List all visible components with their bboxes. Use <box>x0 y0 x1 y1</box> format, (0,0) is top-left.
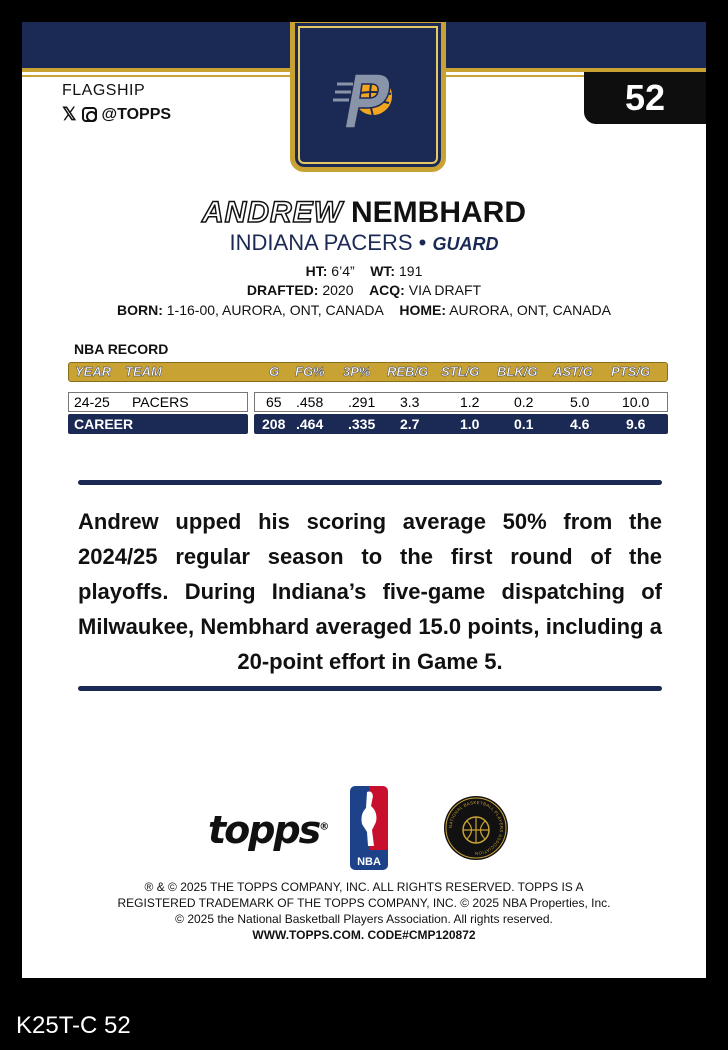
nba-logo-text: NBA <box>357 856 381 868</box>
topps-logo-text: topps <box>208 808 320 852</box>
stat-cell: .291 <box>348 394 376 410</box>
stat-cell: .458 <box>296 394 324 410</box>
ht-label: HT: <box>305 263 328 279</box>
drafted-label: DRAFTED: <box>246 282 319 298</box>
bio-line-1 <box>22 263 706 279</box>
legal-code: WWW.TOPPS.COM. CODE#CMP120872 <box>252 928 476 942</box>
table-row <box>68 414 668 434</box>
stats-header <box>68 362 668 382</box>
brand-label: FLAGSHIP <box>62 82 146 99</box>
wt-label: WT: <box>370 263 396 279</box>
divider-bottom <box>78 686 662 691</box>
trading-card-back <box>22 22 706 978</box>
stats-header-cell: FG% <box>295 364 325 379</box>
player-first-name: ANDREW <box>202 196 343 229</box>
stat-cell: 3.3 <box>400 394 420 410</box>
legal-line: ® & © 2025 THE TOPPS COMPANY, INC. ALL RIGHTS RESERVED. TOPPS IS A <box>144 880 584 894</box>
stat-cell: 24-25 <box>74 394 110 410</box>
born-value: 1-16-00, AURORA, ONT, CANADA <box>166 302 384 318</box>
social-line <box>62 104 171 125</box>
stat-cell: 65 <box>266 394 282 410</box>
instagram-icon <box>82 107 97 122</box>
drafted-value: 2020 <box>322 282 354 298</box>
bio-line-3 <box>22 302 706 318</box>
ht-value: 6’4” <box>331 263 355 279</box>
nbpa-logo-text: NATIONAL BASKETBALL PLAYERS ASSOCIATION <box>447 799 505 857</box>
stats-header-cell: REB/G <box>387 364 429 379</box>
stat-cell: 9.6 <box>626 416 646 432</box>
legal-line: REGISTERED TRADEMARK OF THE TOPPS COMPANY, INC. © 2025 NBA Properties, Inc. <box>117 896 611 910</box>
player-position: GUARD <box>432 234 499 254</box>
stat-cell: 5.0 <box>570 394 590 410</box>
stat-cell: 10.0 <box>622 394 650 410</box>
stat-cell: 0.2 <box>514 394 534 410</box>
stat-cell: 4.6 <box>570 416 590 432</box>
stat-cell: 0.1 <box>514 416 534 432</box>
bio-blurb: Andrew upped his scoring average 50% from the 2024/25 regular season to the first round of the playoffs. During Indiana’s five-game dispatching of Milwaukee, Nembhard averaged 15.0 points, including a 20-point effort in Game 5. <box>78 509 662 674</box>
stats-header-cell: 3P% <box>343 364 371 379</box>
nba-logo-icon <box>350 786 388 870</box>
separator: • <box>418 230 427 255</box>
wt-value: 191 <box>399 263 423 279</box>
acq-label: ACQ: <box>369 282 405 298</box>
record-label: NBA RECORD <box>74 341 169 357</box>
stat-cell: .464 <box>296 416 324 432</box>
stat-cell: 208 <box>262 416 286 432</box>
topps-registered-mark: ® <box>319 821 330 833</box>
stat-cell: .335 <box>348 416 376 432</box>
born-label: BORN: <box>116 302 163 318</box>
player-last-name: NEMBHARD <box>351 196 526 229</box>
stat-cell: CAREER <box>74 416 134 432</box>
stat-cell: PACERS <box>132 394 189 410</box>
pacers-logo-icon <box>331 70 405 136</box>
stats-header-cell: PTS/G <box>611 364 651 379</box>
bio-line-2 <box>22 282 706 298</box>
legal-line: © 2025 the National Basketball Players Association. All rights reserved. <box>175 912 553 926</box>
divider-top <box>78 480 662 485</box>
home-value: AURORA, ONT, CANADA <box>449 302 611 318</box>
player-name <box>22 196 706 230</box>
social-handle: @TOPPS <box>101 105 172 123</box>
scan-caption: K25T-C 52 <box>16 1012 131 1039</box>
team-name: INDIANA PACERS <box>229 230 413 255</box>
stats-header-cell: TEAM <box>125 364 162 379</box>
team-position-line <box>22 230 706 256</box>
stats-header-cell: AST/G <box>553 364 593 379</box>
stats-header-cell: STL/G <box>441 364 480 379</box>
stats-header-cell: YEAR <box>75 364 112 379</box>
card-number: 52 <box>584 72 706 124</box>
table-row <box>68 392 668 412</box>
stats-header-cell: G <box>269 364 280 379</box>
home-label: HOME: <box>399 302 447 318</box>
x-icon: 𝕏 <box>62 104 77 124</box>
acq-value: VIA DRAFT <box>408 282 482 298</box>
stat-cell: 2.7 <box>400 416 420 432</box>
topps-logo <box>208 808 329 852</box>
nbpa-logo-icon <box>442 794 510 862</box>
stat-cell: 1.2 <box>460 394 480 410</box>
stat-cell: 1.0 <box>460 416 480 432</box>
stats-header-cell: BLK/G <box>497 364 538 379</box>
